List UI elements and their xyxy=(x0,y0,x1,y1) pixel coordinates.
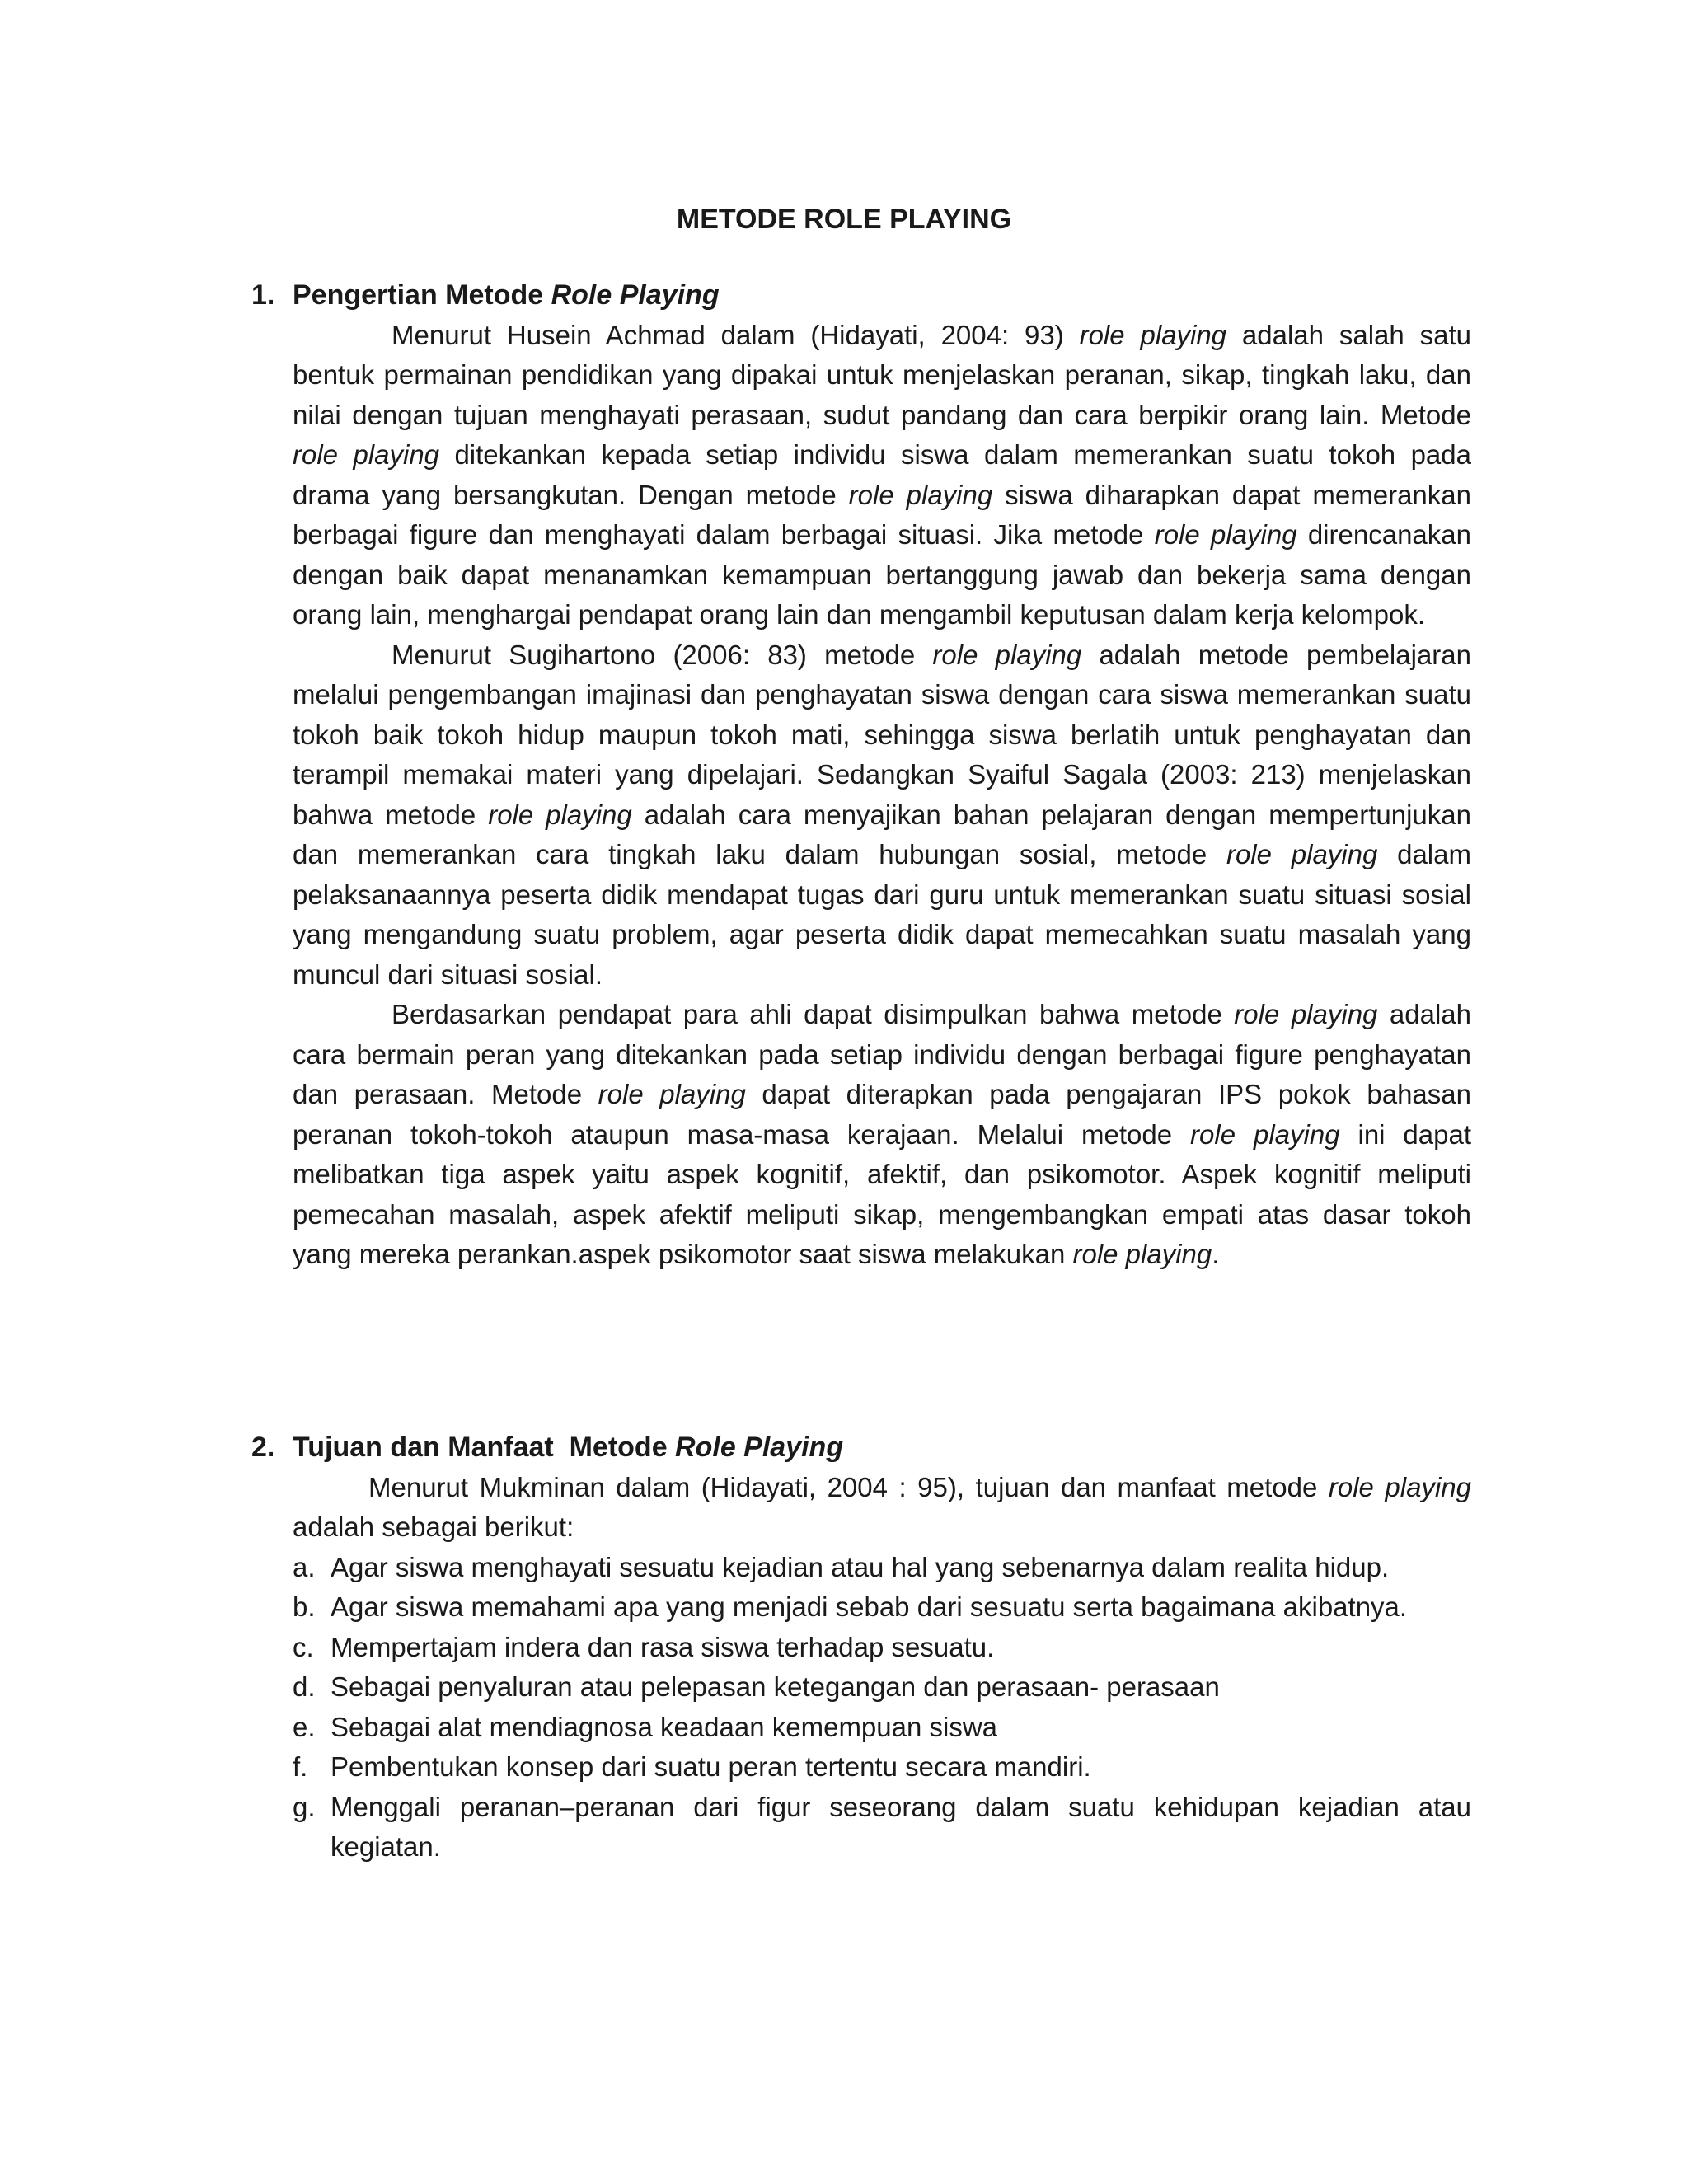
text-run: dalam pelaksanaannya peserta didik mendapat tugas dari guru untuk memerankan suatu situasi sosial yang mengandung suatu problem, agar peserta didik dapat memecahkan suatu masalah yang muncul dari situasi sosial. xyxy=(293,839,1471,990)
list-item-letter: f. xyxy=(293,1751,308,1782)
section-heading-plain: Tujuan dan Manfaat Metode xyxy=(293,1432,676,1463)
list-item-text: Agar siswa memahami apa yang menjadi sebab dari sesuatu serta bagaimana akibatnya. xyxy=(331,1591,1408,1622)
italic-term: role playing xyxy=(848,479,993,510)
text-run: adalah sebagai berikut: xyxy=(293,1511,574,1542)
italic-term: role playing xyxy=(1328,1471,1471,1502)
list-item xyxy=(293,1788,1471,1868)
paragraph xyxy=(293,316,1471,635)
italic-term: role playing xyxy=(1226,839,1378,869)
section-body xyxy=(293,1468,1471,1868)
paragraph xyxy=(293,995,1471,1275)
list-item xyxy=(293,1628,1471,1668)
section-heading-italic: Role Playing xyxy=(551,279,720,311)
objectives-list xyxy=(293,1548,1471,1868)
list-item-letter: c. xyxy=(293,1631,314,1662)
section-heading xyxy=(251,275,1471,316)
section-heading-text xyxy=(293,1427,843,1468)
italic-term: role playing xyxy=(1234,999,1378,1029)
text-run: direncanakan dengan baik dapat menanamkan kemampuan bertanggung jawab dan bekerja sama dengan orang lain, menghargai pendapat orang lain dan mengambil keputusan dalam kerja kelompok. xyxy=(293,519,1471,630)
italic-term: role playing xyxy=(488,799,632,830)
list-item-letter: a. xyxy=(293,1551,316,1582)
paragraph xyxy=(293,635,1471,996)
section-heading-plain: Pengertian Metode xyxy=(293,279,551,311)
italic-term: role playing xyxy=(293,439,440,470)
text-run: Berdasarkan pendapat para ahli dapat disimpulkan bahwa metode xyxy=(392,999,1235,1029)
italic-term: role playing xyxy=(1079,319,1227,350)
list-item-text: Sebagai penyaluran atau pelepasan ketegangan dan perasaan- perasaan xyxy=(331,1671,1220,1702)
text-run: adalah cara menyajikan bahan pelajaran dengan mempertunjukan dan memerankan cara tingkah laku dalam hubungan sosial, metode xyxy=(293,799,1471,869)
list-item-text: Pembentukan konsep dari suatu peran tertentu secara mandiri. xyxy=(331,1751,1091,1782)
text-run: adalah metode pembelajaran melalui pengembangan imajinasi dan penghayatan siswa dengan cara siswa memerankan suatu tokoh baik tokoh hidup maupun tokoh mati, sehingga siswa berlatih untuk penghayatan dan terampil memakai materi yang dipelajari. Sedangkan Syaiful Sagala (2003: 213) menjelaskan bahwa metode xyxy=(293,639,1471,830)
italic-term: role playing xyxy=(1190,1118,1340,1150)
list-item-text: Agar siswa menghayati sesuatu kejadian atau hal yang sebenarnya dalam realita hidup. xyxy=(331,1551,1390,1582)
text-run: ditekankan kepada setiap individu siswa dalam memerankan suatu tokoh pada drama yang bersangkutan. Dengan metode xyxy=(293,439,1471,510)
list-item-text: Menggali peranan–peranan dari figur seseorang dalam suatu kehidupan kejadian atau kegiatan. xyxy=(331,1791,1471,1862)
list-item xyxy=(293,1708,1471,1748)
section-pengertian xyxy=(251,275,1471,1275)
section-heading-text xyxy=(293,275,720,316)
italic-term: role playing xyxy=(932,639,1082,670)
document-title: METODE ROLE PLAYING xyxy=(676,204,1012,235)
text-run: Menurut Mukminan dalam (Hidayati, 2004 : 95), tujuan dan manfaat metode xyxy=(368,1471,1329,1502)
section-heading-italic: Role Playing xyxy=(675,1432,844,1463)
italic-term: role playing xyxy=(1154,519,1297,550)
list-item xyxy=(293,1747,1471,1788)
section-body xyxy=(293,316,1471,1275)
list-item xyxy=(293,1548,1471,1588)
section-heading xyxy=(251,1427,1471,1468)
section-number: 1. xyxy=(251,279,275,311)
text-run: Menurut Sugihartono (2006: 83) metode xyxy=(392,639,933,670)
text-run: Menurut Husein Achmad dalam (Hidayati, 2004: 93) xyxy=(392,319,1080,350)
text-run: adalah cara bermain peran yang ditekankan pada setiap individu dengan berbagai figure penghayatan dan perasaan. Metode xyxy=(293,999,1472,1109)
list-item-letter: g. xyxy=(293,1791,316,1822)
italic-term: role playing xyxy=(1072,1239,1212,1269)
list-item xyxy=(293,1587,1471,1628)
list-item-letter: e. xyxy=(293,1711,316,1742)
text-run: siswa diharapkan dapat memerankan berbagai figure dan menghayati dalam berbagai situasi. Jika metode xyxy=(293,479,1471,550)
text-run: ini dapat melibatkan tiga aspek yaitu aspek kognitif, afektif, dan psikomotor. Aspek kognitif meliputi pemecahan masalah, aspek afektif meliputi sikap, mengembangkan empati atas dasar tokoh yang mereka perankan.aspek psikomotor saat siswa melakukan xyxy=(293,1118,1471,1269)
section-number: 2. xyxy=(251,1432,275,1463)
list-item-letter: b. xyxy=(293,1591,316,1622)
list-item-text: Mempertajam indera dan rasa siswa terhadap sesuatu. xyxy=(331,1631,995,1662)
list-item-letter: d. xyxy=(293,1671,316,1702)
text-run: adalah salah satu bentuk permainan pendidikan yang dipakai untuk menjelaskan peranan, sikap, tingkah laku, dan nilai dengan tujuan menghayati perasaan, sudut pandang dan cara berpikir orang lain. Metode xyxy=(293,319,1471,430)
text-run: . xyxy=(1212,1239,1220,1269)
italic-term: role playing xyxy=(598,1079,746,1109)
paragraph xyxy=(293,1468,1471,1548)
text-run: dapat diterapkan pada pengajaran IPS pokok bahasan peranan tokoh-tokoh ataupun masa-masa kerajaan. Melalui metode xyxy=(293,1079,1471,1150)
section-tujuan-manfaat xyxy=(251,1427,1471,1868)
list-item-text: Sebagai alat mendiagnosa keadaan kemempuan siswa xyxy=(331,1711,998,1742)
list-item xyxy=(293,1667,1471,1708)
